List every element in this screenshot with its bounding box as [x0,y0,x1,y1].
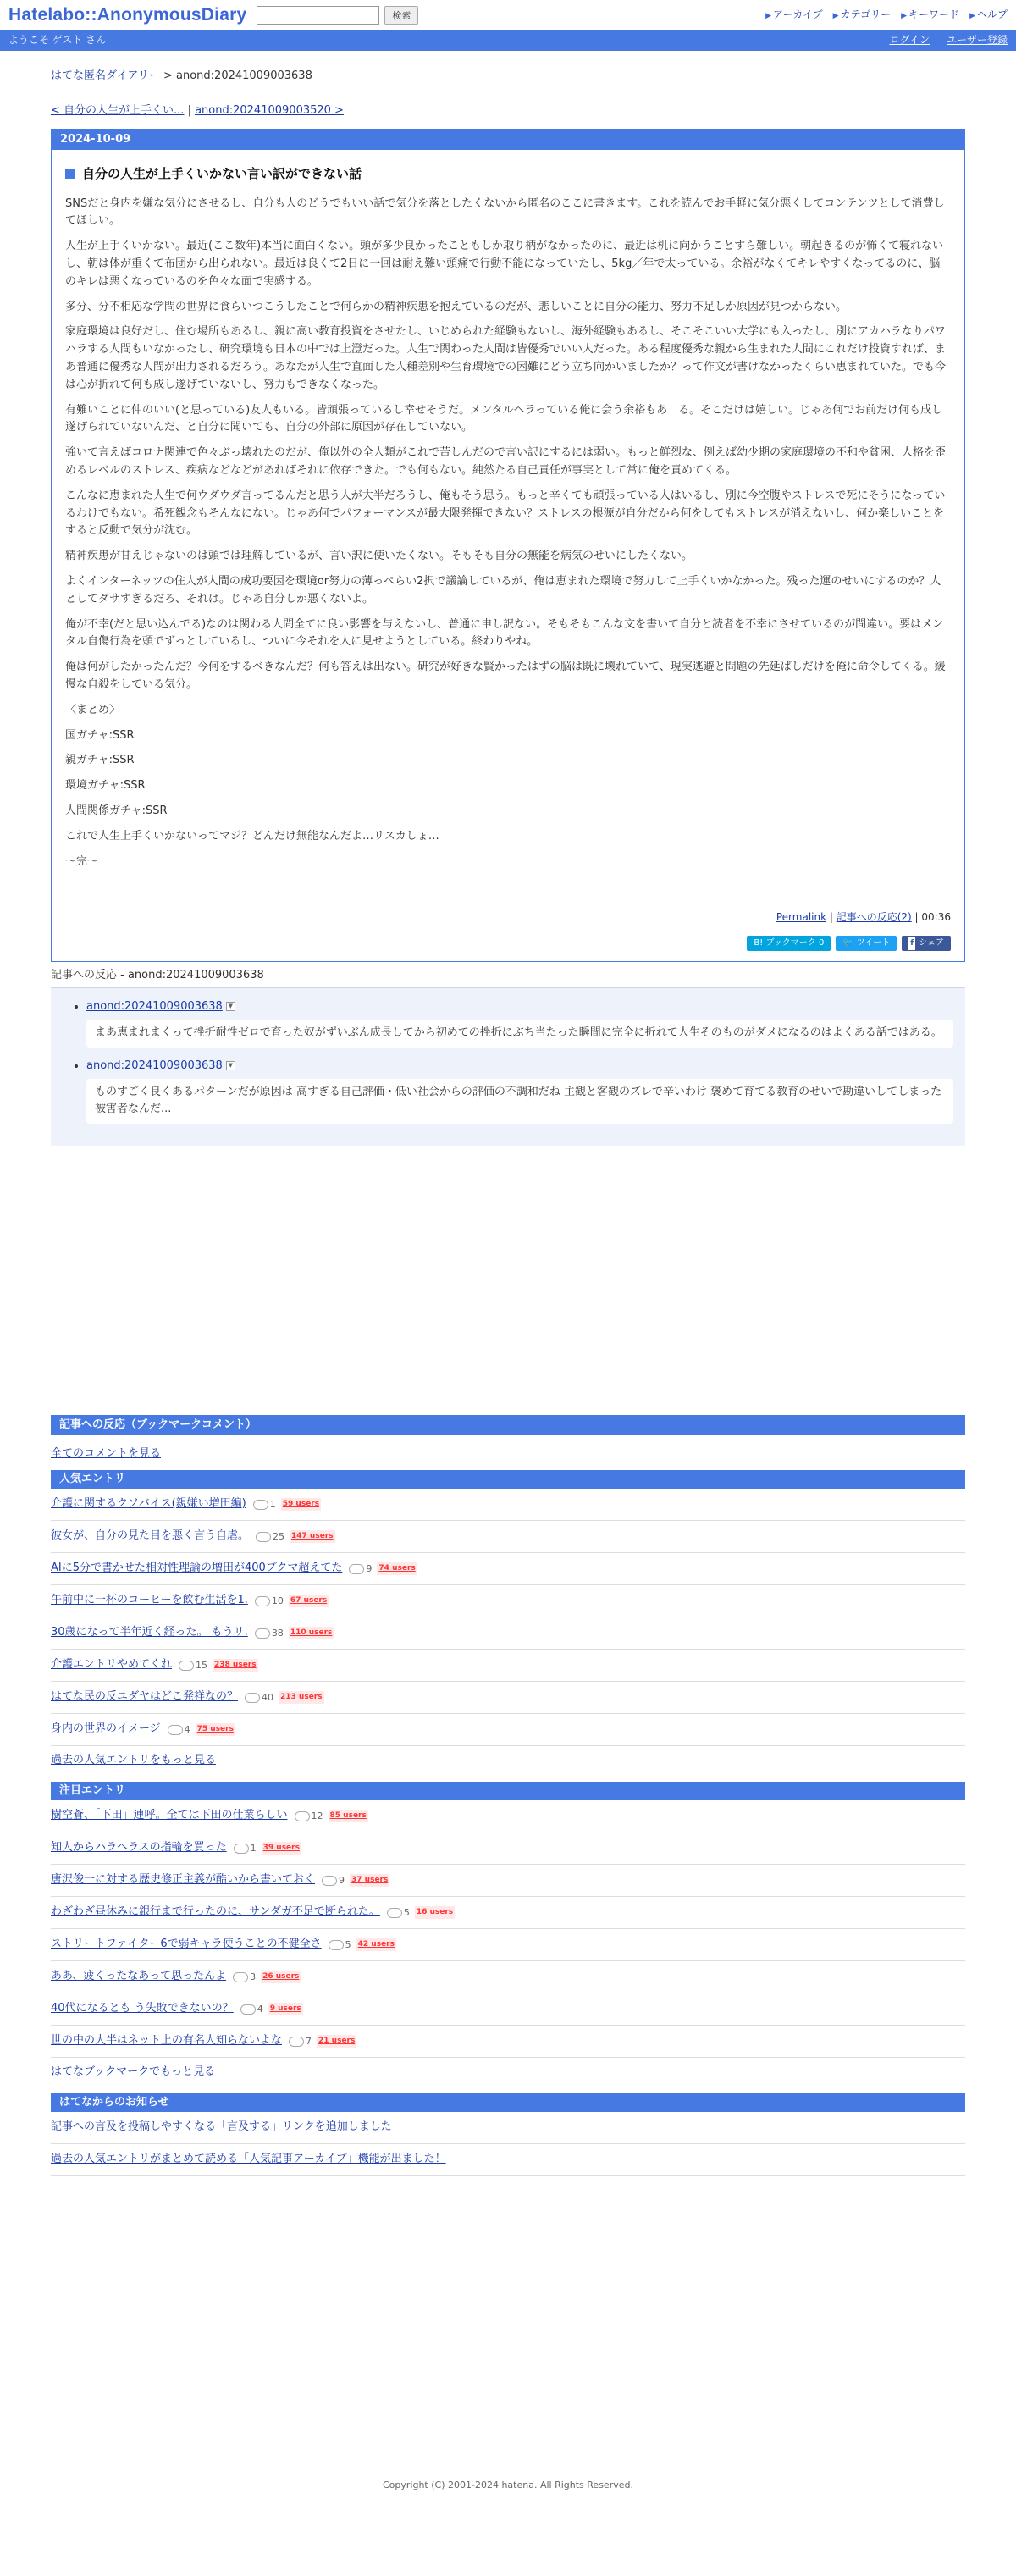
article-title-text: 自分の人生が上手くいかない言い訳ができない話 [82,165,362,181]
nav-keyword-link[interactable]: キーワード [908,8,960,21]
comment-count[interactable] [179,1658,207,1673]
comment-count[interactable] [322,1873,345,1888]
bookmark-users-badge[interactable]: 59 users [281,1498,321,1510]
entry-row [51,1682,965,1714]
comment-bubble-icon [255,1628,270,1639]
bookmark-users-badge[interactable]: 85 users [329,1810,368,1821]
entry-link[interactable]: 40代になるとも う失敗できないの？ [51,2002,234,2015]
triangle-right-icon: ▶ [832,12,839,21]
comment-count[interactable] [289,2034,312,2049]
more-bookmark-link[interactable]: はてなブックマークでもっと見る [51,2065,216,2078]
comment-count-value: 4 [184,1723,190,1735]
article-paragraph: よくインターネッツの住人が人間の成功要因を環境or努力の薄っぺらい2択で議論しているが、俺は恵まれた環境で努力して上手くいかなかった。残った運のせいにするのか？人としてダサすぎるだろ、それは。じゃあ自分しか悪くないよ。 [65,574,941,605]
reaction-item [86,998,953,1048]
entry-link[interactable]: わざわざ昼休みに銀行まで行ったのに、サンダガ不足で断られた。 [51,1905,380,1919]
comment-bubble-icon [233,1972,248,1982]
comment-count-value: 9 [339,1874,345,1886]
reaction-link[interactable]: anond:20241009003638 [86,1000,223,1014]
comment-bubble-icon [168,1725,183,1735]
prev-next-nav [51,102,965,120]
article-paragraph: 精神疾患が甘えじゃないのは頭では理解しているが、言い訳に使いたくない。そもそも自分の無能を病気のせいにしたくない。 [65,550,693,563]
all-comments-link[interactable]: 全てのコメントを見る [51,1447,162,1461]
comment-bubble-icon [255,1596,270,1606]
nav-separator: | [184,103,196,117]
comment-count[interactable] [329,1938,351,1953]
facebook-share-label: シェア [919,938,944,948]
comment-bubble-icon [245,1693,260,1703]
comment-count[interactable] [255,1626,284,1641]
comment-bubble-icon [256,1532,271,1542]
comment-count[interactable] [240,2002,263,2017]
entry-row [51,1865,965,1897]
reaction-excerpt: まあ恵まれまくって挫折耐性ゼロで育った奴がずいぶん成長してから初めての挫折にぶち当たった瞬間に完全に折れて人生そのものがダメになるのはよくある話ではある。 [86,1020,953,1048]
entry-row [51,1800,965,1832]
reaction-item [86,1058,953,1124]
comment-count-value: 10 [271,1595,284,1606]
dropdown-triangle-icon[interactable]: ▼ [226,1061,235,1070]
article-paragraph: 人間関係ガチャ:SSR [65,804,168,817]
next-entry-link[interactable]: anond:20241009003520 > [195,103,344,117]
comment-count[interactable] [233,1970,256,1985]
article-paragraph: 〈まとめ〉 [65,703,121,716]
article [51,129,965,963]
reactions-link[interactable]: 記事への反応(2) [836,911,912,924]
entry-row [51,1961,965,1993]
article-paragraph: 家庭環境は良好だし、住む場所もあるし、親に高い教育投資をさせたし、いじめられた経験もないし、海外経験もあるし、そこそこいい大学にも入ったし、別にアカハラなりパワハラする人間もいなかったし、研究環境も日本の中では上澄だった。人生で関わった人間は皆優秀でいい人だった。ある程度優秀な親から生まれた人間にこれだけ投資すれば、まあ普通に優秀な人間が出力されるだろう。あなたが人生で直面した人種差別や生育環境での困難にどう立ち向かいましたか？って作文が書けなかったくらい恵まれていた。でも今は心が折れて何も成し遂げていないし、努力もできなくなった。 [65,325,947,391]
comment-count[interactable] [256,1529,284,1545]
register-link[interactable]: ユーザー登録 [946,34,1008,47]
comment-count[interactable] [387,1905,410,1921]
comment-count-value: 5 [345,1938,351,1950]
article-paragraph: 俺が不幸(だと思い込んでる)なのは関わる人間全てに良い影響を与えないし、普通に申し訳ない。そもそもこんな文を書いて自分と読者を不幸にさせているのが間違い。要はメンタル自傷行為を頭でずっとしているし、ついに今それを人に見せようとしている。終わりやね。 [65,617,944,649]
bookmark-users-badge[interactable]: 39 users [262,1842,301,1854]
article-paragraph: 多分、分不相応な学問の世界に食らいつこうしたことで何らかの精神疾患を抱えているのだが、悲しいことに自分の能力、努力不足しか原因が見つからない。 [65,300,848,313]
entry-row [51,1553,965,1585]
popular-entries-header: 人気エントリ [51,1470,965,1489]
entry-row [51,1489,965,1521]
notice-item [51,2144,965,2176]
comment-count[interactable] [245,1690,273,1705]
comment-count-value: 1 [269,1498,276,1510]
bookmark-users-badge[interactable]: 42 users [356,1938,396,1950]
entry-row [51,1714,965,1746]
article-date: 2024-10-09 [52,130,964,150]
bookmark-users-badge[interactable]: 37 users [350,1874,389,1886]
bookmark-comments-header: 記事への反応（ブックマークコメント） [51,1415,965,1435]
reaction-link[interactable]: anond:20241009003638 [86,1059,223,1072]
comment-count-value: 5 [403,1906,410,1918]
entry-row [51,1617,965,1650]
bookmark-users-badge[interactable]: 9 users [268,2003,303,2015]
comment-count[interactable] [253,1497,276,1512]
featured-entries-header: 注目エントリ [51,1782,965,1800]
entry-row [51,1993,965,2026]
nav-category-link[interactable]: カテゴリー [840,8,892,21]
entry-link[interactable]: 彼女が、自分の見た目を悪く言う自虐。 [51,1529,250,1543]
bookmark-users-badge[interactable]: 238 users [213,1659,258,1671]
login-link[interactable]: ログイン [889,34,930,47]
article-paragraph: 人生が上手くいかない。最近(ここ数年)本当に面白くない。頭が多少良かったこともしか取り柄がなかったのに、最近は机に向かうことすら難しい。朝起きるのが怖くて寝れないし、朝は体が重くて布団から出られない。最近は良くて2日に一回は耐え難い頭痛で行動不能になっていたし、5kg／年で太っている。余裕がなくてキレやすくなってるのに、脳のキレは悪くなっているのを色々な面で実感する。 [65,240,944,288]
triangle-right-icon: ▶ [765,12,771,21]
entry-link[interactable]: 30歳になって半年近く経った。 もうリ. [51,1626,248,1639]
user-bar [0,30,1016,51]
search-form [257,6,418,25]
bookmark-users-badge[interactable]: 16 users [415,1906,455,1918]
entry-link[interactable]: 唐沢俊一に対する歴史修正主義が酷いから書いておく [51,1873,316,1887]
hatena-bookmark-button[interactable]: B! ブックマーク 0 [747,936,831,951]
entry-link[interactable]: AIに5分で書かせた相対性理論の増田が400ブクマ超えてた [51,1562,343,1575]
article-paragraph: こんなに恵まれた人生で何ウダウダ言ってるんだと思う人が大半だろうし、俺もそう思う。もっと辛くても頑張っている人はいるし、別に今空腹やストレスで死にそうになっているわけでもない。希死観念もそんなにない。じゃあ何でパフォーマンスが最大限発揮できない？ストレスの根源が自分だから何をしてもストレスが消えないし、何か楽しいことをすると反動で気分が沈む。 [65,489,946,538]
copyright: Copyright (C) 2001-2024 hatena. All Rights Reserved. [383,2479,633,2491]
site-logo[interactable]: Hatelabo::AnonymousDiary [8,5,247,25]
entry-link[interactable]: 世の中の大半はネット上の有名人知らないよな [51,2034,283,2048]
article-paragraph: 環境ガチャ:SSR [65,779,146,793]
search-button[interactable]: 検索 [384,6,418,25]
comment-bubble-icon [329,1940,344,1950]
comment-count-value: 25 [273,1530,285,1542]
article-title [65,163,951,184]
comment-count-value: 40 [262,1691,274,1703]
bookmark-users-badge[interactable]: 26 users [261,1971,301,1982]
top-nav [765,7,1008,23]
permalink-link[interactable]: Permalink [776,911,827,924]
entry-row [51,1585,965,1617]
comment-bubble-icon [295,1811,310,1821]
comment-bubble-icon [387,1908,402,1918]
top-header [0,0,1016,30]
entry-link[interactable]: 樹空蒼、「下田」連呼。全ては下田の仕業らしい [51,1809,288,1822]
article-paragraph: 有難いことに仲のいい(と思っている)友人もいる。皆頑張っているし幸せそうだ。メンタルヘラっている俺に会う余裕もあ る。そこだけは嬉しい。じゃあ何でお前だけ何も成し遂げられていないんだ、と自分に聞いても、自分の外部に原因が存在していない。 [65,403,943,434]
reactions-list [51,988,965,1146]
article-paragraph: SNSだと身内を嫌な気分にさせるし、自分も人のどうでもいい話で気分を落としたくないから匿名のここに書きます。これを読んでお手軽に気分悪くしてコンテンツとして消費してほしい。 [65,196,945,228]
nav-help-link[interactable]: ヘルプ [976,8,1008,21]
comment-count[interactable] [349,1562,372,1577]
article-paragraph: 〜完〜 [65,854,99,868]
comment-count-value: 4 [257,2003,263,2015]
notice-link[interactable]: 記事への言及を投稿しやすくなる「言及する」リンクを追加しました [51,2120,392,2134]
welcome-text: ようこそ ゲスト さん [8,34,107,47]
featured-entries-list [51,1800,965,2058]
tweet-label: ツイート [856,938,891,948]
comment-count[interactable] [168,1722,190,1738]
entry-row [51,1650,965,1682]
article-paragraph: 強いて言えばコロナ関連で色々ぶっ壊れたのだが、俺以外の全人類がこれで苦しんだので言い訳にするには弱い。もっと鮮烈な、例えば幼少期の家庭環境の不和や貧困、人格を歪めるレベルのストレス、疾病などなどがあればそれに依存できた。でも何もない。純然たる自己責任が事実として常に俺を責めてくる。 [65,446,947,477]
comment-bubble-icon [349,1564,364,1574]
entry-link[interactable]: 知人からハラヘラスの指輪を買った [51,1841,227,1855]
nav-archive-link[interactable]: アーカイブ [772,8,823,21]
reactions-header: 記事への反応 - anond:20241009003638 [51,967,965,988]
more-popular-link[interactable]: 過去の人気エントリをもっと見る [51,1753,217,1766]
notice-link[interactable]: 過去の人気エントリがまとめて読める「人気記事アーカイブ」機能が出ました！ [51,2153,446,2166]
entry-link[interactable]: ああ、疲くったなあって思ったんよ [51,1970,227,1983]
article-paragraph: 俺は何がしたかったんだ？今何をするべきなんだ？何も答えは出ない。研究が好きな賢かったはずの脳は既に壊れていて、現実逃避と問題の先延ばしだけを俺に命令してくる。緩慢な自殺をしている気分。 [65,661,946,691]
breadcrumb-root-link[interactable]: はてな匿名ダイアリー [51,69,160,82]
article-text [65,196,951,871]
bookmark-users-badge[interactable]: 110 users [289,1627,334,1639]
notice-item [51,2112,965,2144]
triangle-right-icon: ▶ [969,12,975,21]
breadcrumb-separator: > [159,69,177,82]
comment-count-value: 7 [306,2035,312,2047]
triangle-right-icon: ▶ [901,12,908,21]
prev-entry-link[interactable]: < 自分の人生が上手くい... [51,103,185,117]
article-body [52,150,964,962]
breadcrumb [51,68,965,86]
twitter-bird-icon: 🐦 [842,938,853,948]
comment-count-value: 3 [250,1971,257,1982]
breadcrumb-current: anond:20241009003638 [176,69,312,82]
entry-link[interactable]: 介護に関するクソバイス(親嫌い増田編) [51,1497,246,1511]
entry-row [51,2026,965,2058]
comment-count-value: 38 [271,1627,284,1639]
comment-bubble-icon [322,1876,337,1886]
post-time: | 00:36 [914,911,951,924]
entry-link[interactable]: 介護エントリやめてくれ [51,1658,173,1672]
comment-count-value: 15 [196,1659,208,1671]
notices-header: はてなからのお知らせ [51,2093,965,2112]
bookmark-users-badge[interactable]: 67 users [289,1595,329,1606]
entry-link[interactable]: 身内の世界のイメージ [51,1722,161,1736]
bookmark-users-badge[interactable]: 74 users [377,1562,417,1574]
share-bar [65,936,951,951]
entry-link[interactable]: 午前中に一杯のコーヒーを飲む生活を1. [51,1594,248,1607]
comment-count[interactable] [295,1809,323,1824]
comment-count[interactable] [255,1594,284,1609]
comment-bubble-icon [289,2037,304,2047]
popular-entries-list [51,1489,965,1746]
dropdown-triangle-icon[interactable]: ▼ [226,1002,235,1011]
reaction-excerpt: ものすごく良くあるパターンだが原因は 高すぎる自己評価・低い社会からの評価の不調和だね 主観と客観のズレで辛いわけ 褒めて育てる教育のせいで勘違いしてしまった被害者なんだ... [86,1079,953,1125]
article-paragraph: 国ガチャ:SSR [65,728,135,742]
comment-count-value: 1 [250,1842,257,1854]
search-input[interactable] [257,6,379,25]
comment-bubble-icon [240,2004,256,2015]
bookmark-users-badge[interactable]: 213 users [279,1691,324,1703]
facebook-icon: f [908,937,915,949]
comment-bubble-icon [253,1500,268,1510]
entry-row [51,1929,965,1961]
entry-link[interactable]: はてな民の反ユダヤはどこ発祥なの？ [51,1690,239,1704]
article-paragraph: これで人生上手くいかないってマジ？どんだけ無能なんだよ…リスカしょ… [65,829,439,843]
main-content [51,51,965,2505]
comment-bubble-icon [234,1844,249,1854]
bookmark-users-badge[interactable]: 21 users [317,2035,356,2047]
comment-count-value: 12 [311,1810,323,1821]
article-paragraph: 親ガチャ:SSR [65,754,135,767]
comment-count-value: 9 [366,1562,373,1574]
bookmark-users-badge[interactable]: 147 users [290,1530,335,1542]
comment-count[interactable] [234,1841,257,1856]
tweet-button[interactable] [836,936,897,951]
entry-link[interactable]: ストリートファイター6で弱キャラ使うことの不健全さ [51,1938,322,1951]
entry-row [51,1521,965,1553]
facebook-share-button[interactable] [902,936,951,951]
entry-row [51,1897,965,1929]
square-bullet-icon [65,169,75,179]
entry-row [51,1832,965,1865]
article-footer: Permalink | 記事への反応(2) | 00:36 [776,911,951,924]
comment-bubble-icon [179,1661,194,1671]
bookmark-users-badge[interactable]: 75 users [196,1723,235,1735]
